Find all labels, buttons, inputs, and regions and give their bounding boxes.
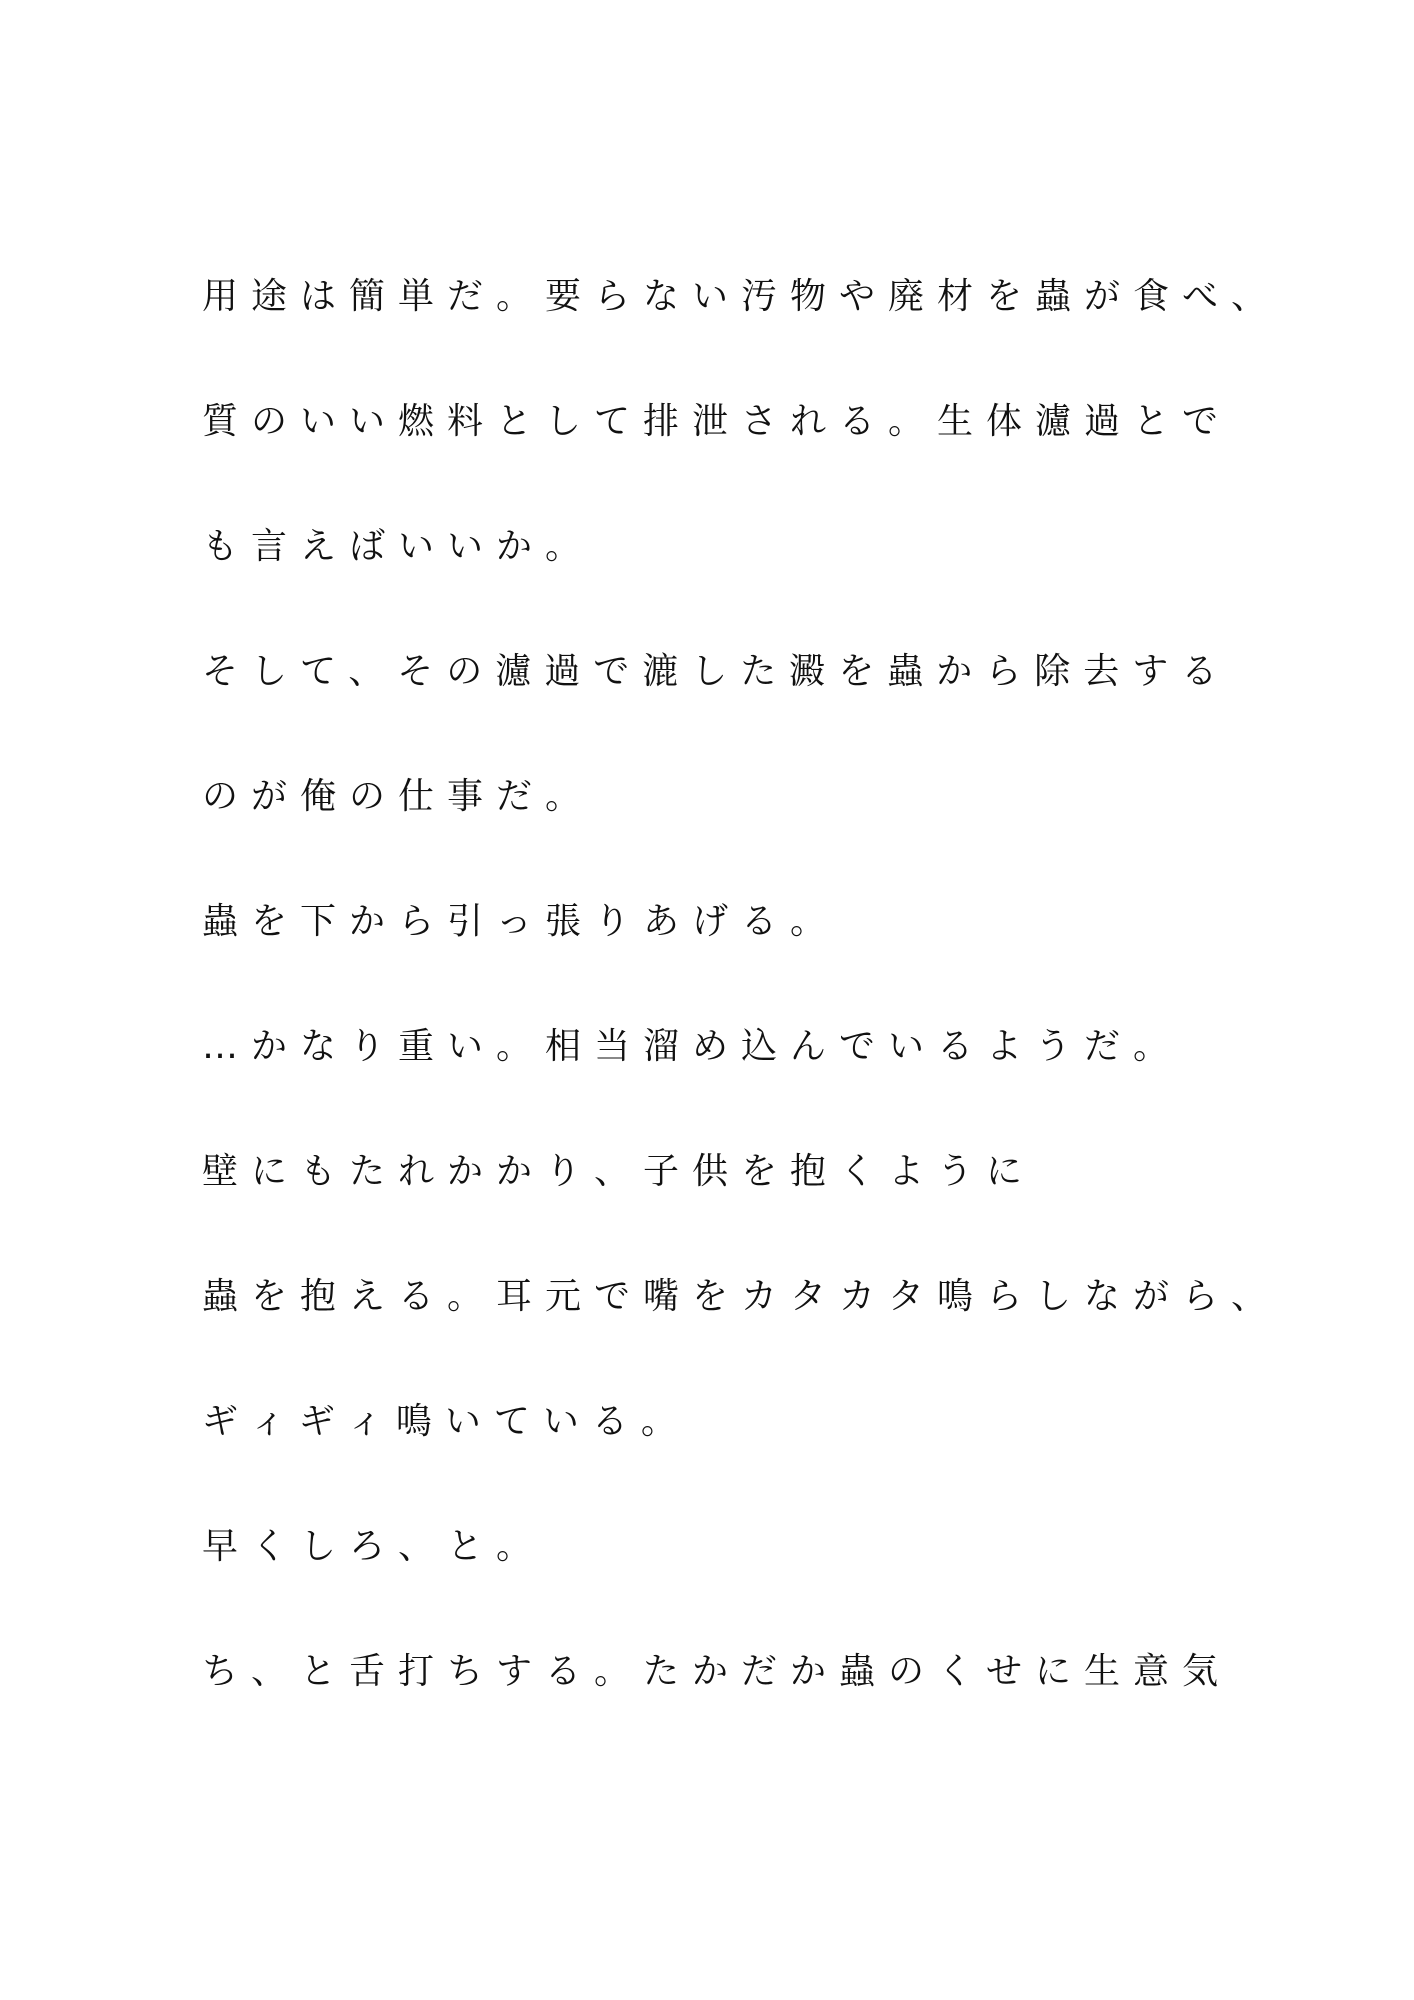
text-line: 壁にもたれかかり、子供を抱くように bbox=[202, 1151, 1036, 1192]
text-line: 用途は簡単だ。要らない汚物や廃材を蟲が食べ、 bbox=[202, 276, 1281, 317]
text-line: …かなり重い。相当溜め込んでいるようだ。 bbox=[202, 1026, 1183, 1067]
text-line: のが俺の仕事だ。 bbox=[202, 776, 595, 817]
text-line: そして、その濾過で漉した澱を蟲から除去する bbox=[202, 651, 1231, 692]
text-line: も言えばいいか。 bbox=[202, 526, 595, 567]
text-line: 早くしろ、と。 bbox=[202, 1526, 546, 1567]
text-line: 蟲を抱える。耳元で嘴をカタカタ鳴らしながら、 bbox=[202, 1276, 1281, 1317]
body-text bbox=[202, 268, 1302, 1768]
text-line: ギィギィ鳴いている。 bbox=[202, 1401, 690, 1442]
text-line: 質のいい燃料として排泄される。生体濾過とで bbox=[202, 401, 1232, 442]
text-line: ち、と舌打ちする。たかだか蟲のくせに生意気 bbox=[202, 1651, 1232, 1692]
text-line: 蟲を下から引っ張りあげる。 bbox=[202, 901, 840, 942]
